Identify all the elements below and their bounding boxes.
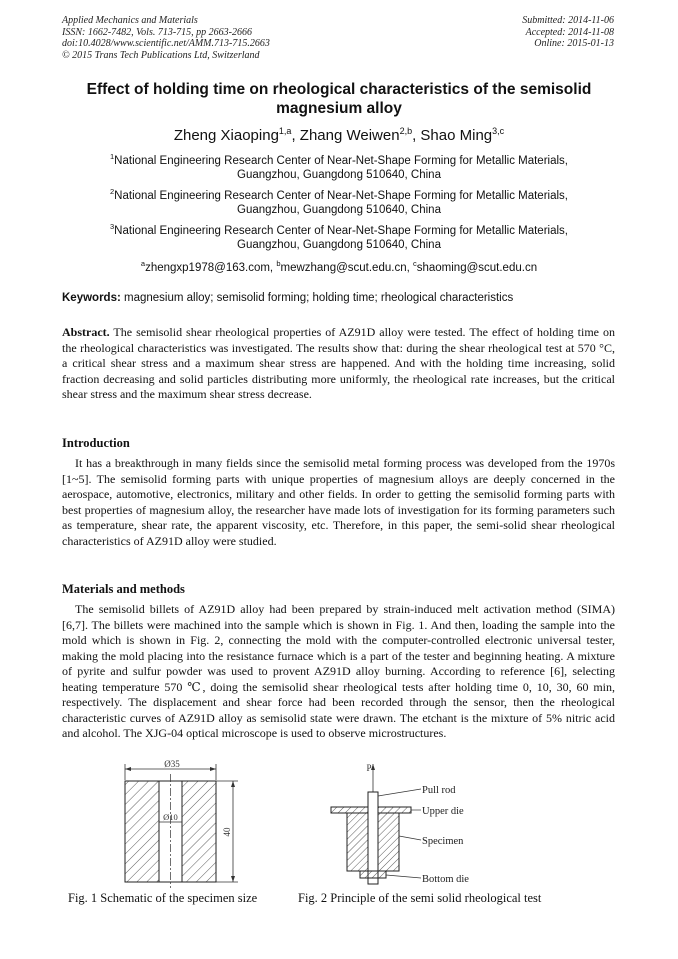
outer-diameter-label: Ø35 bbox=[164, 760, 180, 769]
arrow-head bbox=[231, 876, 235, 882]
email-sup: a bbox=[140, 259, 146, 268]
upper-die-label: Upper die bbox=[422, 806, 464, 817]
inner-diameter-label: Ø10 bbox=[163, 812, 178, 822]
specimen-size-figure bbox=[100, 760, 260, 890]
journal-header-right bbox=[522, 15, 614, 50]
email-sup: c bbox=[412, 259, 417, 268]
methods-text: The semisolid billets of AZ91D alloy had been prepared by strain-induced melt activation method (SIMA) [6,7]. The billets were machined into the sample which is shown in Fig. 1. And then, loading the sample into the mold which is shown in Fig. 2, connecting the mold with the computer-controlled electronic universal tester, making the mold placing into the resistance furnace which is a part of the tester and beginning heating. A mixture of pyrite and sulfur powder was used to provent AZ91D alloy burning. According to reference [6], selecting heating temperature 570 ℃, doing the semisolid shear rheological tests after holding time 0, 10, 30, 60 min, respectively. The displacement and shear force had been recorded through the sensor, then the rheological characteristic curves of AZ91D alloy as semisolid state were drawn. The etchant is the mixture of 5% nitric acid and alcohol. The XJG-04 optical microscope is used to observe microstructures. bbox=[62, 602, 615, 740]
email-separator: , bbox=[406, 261, 413, 274]
email-separator: , bbox=[269, 261, 277, 274]
affiliation-line: National Engineering Research Center of Near-Net-Shape Forming for Metallic Materials, bbox=[114, 154, 568, 167]
submitted-date: Submitted: 2014-11-06 bbox=[522, 15, 614, 26]
figure-1-caption: Fig. 1 Schematic of the specimen size bbox=[68, 891, 258, 905]
height-label: 40 bbox=[222, 827, 232, 837]
affiliation bbox=[62, 185, 616, 218]
affiliation bbox=[62, 220, 616, 253]
journal-name: Applied Mechanics and Materials bbox=[62, 15, 198, 26]
accepted-date: Accepted: 2014-11-08 bbox=[525, 26, 614, 38]
doi-line: doi:10.4028/www.scientific.net/AMM.713-715.2663 bbox=[62, 38, 270, 49]
author-name: Zhang Weiwen bbox=[299, 127, 400, 144]
leader-line bbox=[378, 789, 421, 796]
leader-line bbox=[386, 875, 421, 878]
affiliation-line: National Engineering Research Center of Near-Net-Shape Forming for Metallic Materials, bbox=[114, 189, 568, 202]
author-sup: 3,c bbox=[492, 126, 505, 136]
figure-2-caption: Fig. 2 Principle of the semi solid rheological test bbox=[298, 891, 542, 905]
bottom-die bbox=[360, 871, 386, 878]
email-sup: b bbox=[276, 259, 281, 268]
methods-heading: Materials and methods bbox=[62, 582, 185, 596]
affiliation-line: National Engineering Research Center of Near-Net-Shape Forming for Metallic Materials, bbox=[114, 224, 568, 237]
arrow-head bbox=[371, 764, 375, 770]
author-separator: , bbox=[412, 127, 421, 144]
copyright-line: © 2015 Trans Tech Publications Ltd, Switzerland bbox=[62, 49, 260, 61]
affiliation-line: Guangzhou, Guangdong 510640, China bbox=[237, 169, 441, 182]
online-date: Online: 2015-01-13 bbox=[534, 38, 614, 49]
journal-header-left bbox=[62, 15, 270, 61]
affiliation bbox=[62, 150, 616, 183]
arrow-head bbox=[210, 767, 216, 771]
abstract bbox=[62, 325, 615, 403]
author-sup: 1,a bbox=[278, 126, 292, 136]
affiliation-line: Guangzhou, Guangdong 510640, China bbox=[237, 239, 441, 252]
abstract-text: The semisolid shear rheological properties of AZ91D alloy were tested. The effect of holding time on the rheological characteristics was investigated. The results show that: during the shear rheological test at 570 °C, a critical shear stress and a maximum shear stress are happened. And with the holding time increasing, solid fraction decreasing and solid particles distributing more uniformly, the rheological rate increases, but the critical shear stress and the maximum shear stress decrease. bbox=[62, 325, 615, 401]
author-separator: , bbox=[291, 127, 300, 144]
leader-line bbox=[399, 836, 421, 840]
keywords bbox=[62, 291, 616, 305]
email-address[interactable]: zhengxp1978@163.com bbox=[145, 261, 270, 274]
introduction-heading: Introduction bbox=[62, 436, 130, 450]
specimen-right bbox=[378, 813, 399, 871]
introduction-text: It has a breakthrough in many fields since the semisolid metal forming process was developed from the 1970s [1~5]. The semisolid forming parts with unique properties of magnesium alloys are deeply concerned in the aerospace, automotive, electronics, military and other fields. In order to getting the semisolid forming parts with best properties of magnesium alloy, the researcher have made lots of investigation for its forming parameters such as temperature, shear rate, the apparent viscosity, etc. Therefore, in this paper, the semi-solid shear rheological characteristics of AZ91D alloy were studied. bbox=[62, 456, 615, 548]
abstract-label: Abstract. bbox=[62, 325, 110, 339]
arrow-head bbox=[231, 781, 235, 787]
specimen-left bbox=[347, 813, 368, 871]
keywords-label: Keywords: bbox=[62, 292, 121, 304]
arrow-head bbox=[125, 767, 131, 771]
pull-rod bbox=[368, 792, 378, 884]
paper-title: Effect of holding time on rheological characteristics of the semisolid magnesium alloy bbox=[86, 81, 592, 117]
author-sup: 2,b bbox=[399, 126, 413, 136]
bottom-die-label: Bottom die bbox=[422, 874, 469, 885]
email-list bbox=[62, 257, 616, 275]
author-list bbox=[62, 122, 616, 145]
affiliation-number: 3 bbox=[110, 222, 115, 231]
rheological-test-figure bbox=[325, 762, 485, 890]
affiliation-number: 1 bbox=[110, 152, 115, 161]
email-address[interactable]: shaoming@scut.edu.cn bbox=[416, 261, 538, 274]
keywords-text: magnesium alloy; semisolid forming; holding time; rheological characteristics bbox=[120, 292, 514, 304]
force-label: P bbox=[366, 763, 372, 773]
issn-line: ISSN: 1662-7482, Vols. 713-715, pp 2663-2666 bbox=[62, 26, 252, 38]
pull-rod-label: Pull rod bbox=[422, 785, 456, 796]
email-address[interactable]: mewzhang@scut.edu.cn bbox=[280, 261, 407, 274]
specimen-label: Specimen bbox=[422, 836, 464, 847]
author-name: Zheng Xiaoping bbox=[173, 127, 279, 144]
affiliation-number: 2 bbox=[110, 187, 115, 196]
affiliation-line: Guangzhou, Guangdong 510640, China bbox=[237, 204, 441, 217]
author-name: Shao Ming bbox=[420, 127, 493, 144]
